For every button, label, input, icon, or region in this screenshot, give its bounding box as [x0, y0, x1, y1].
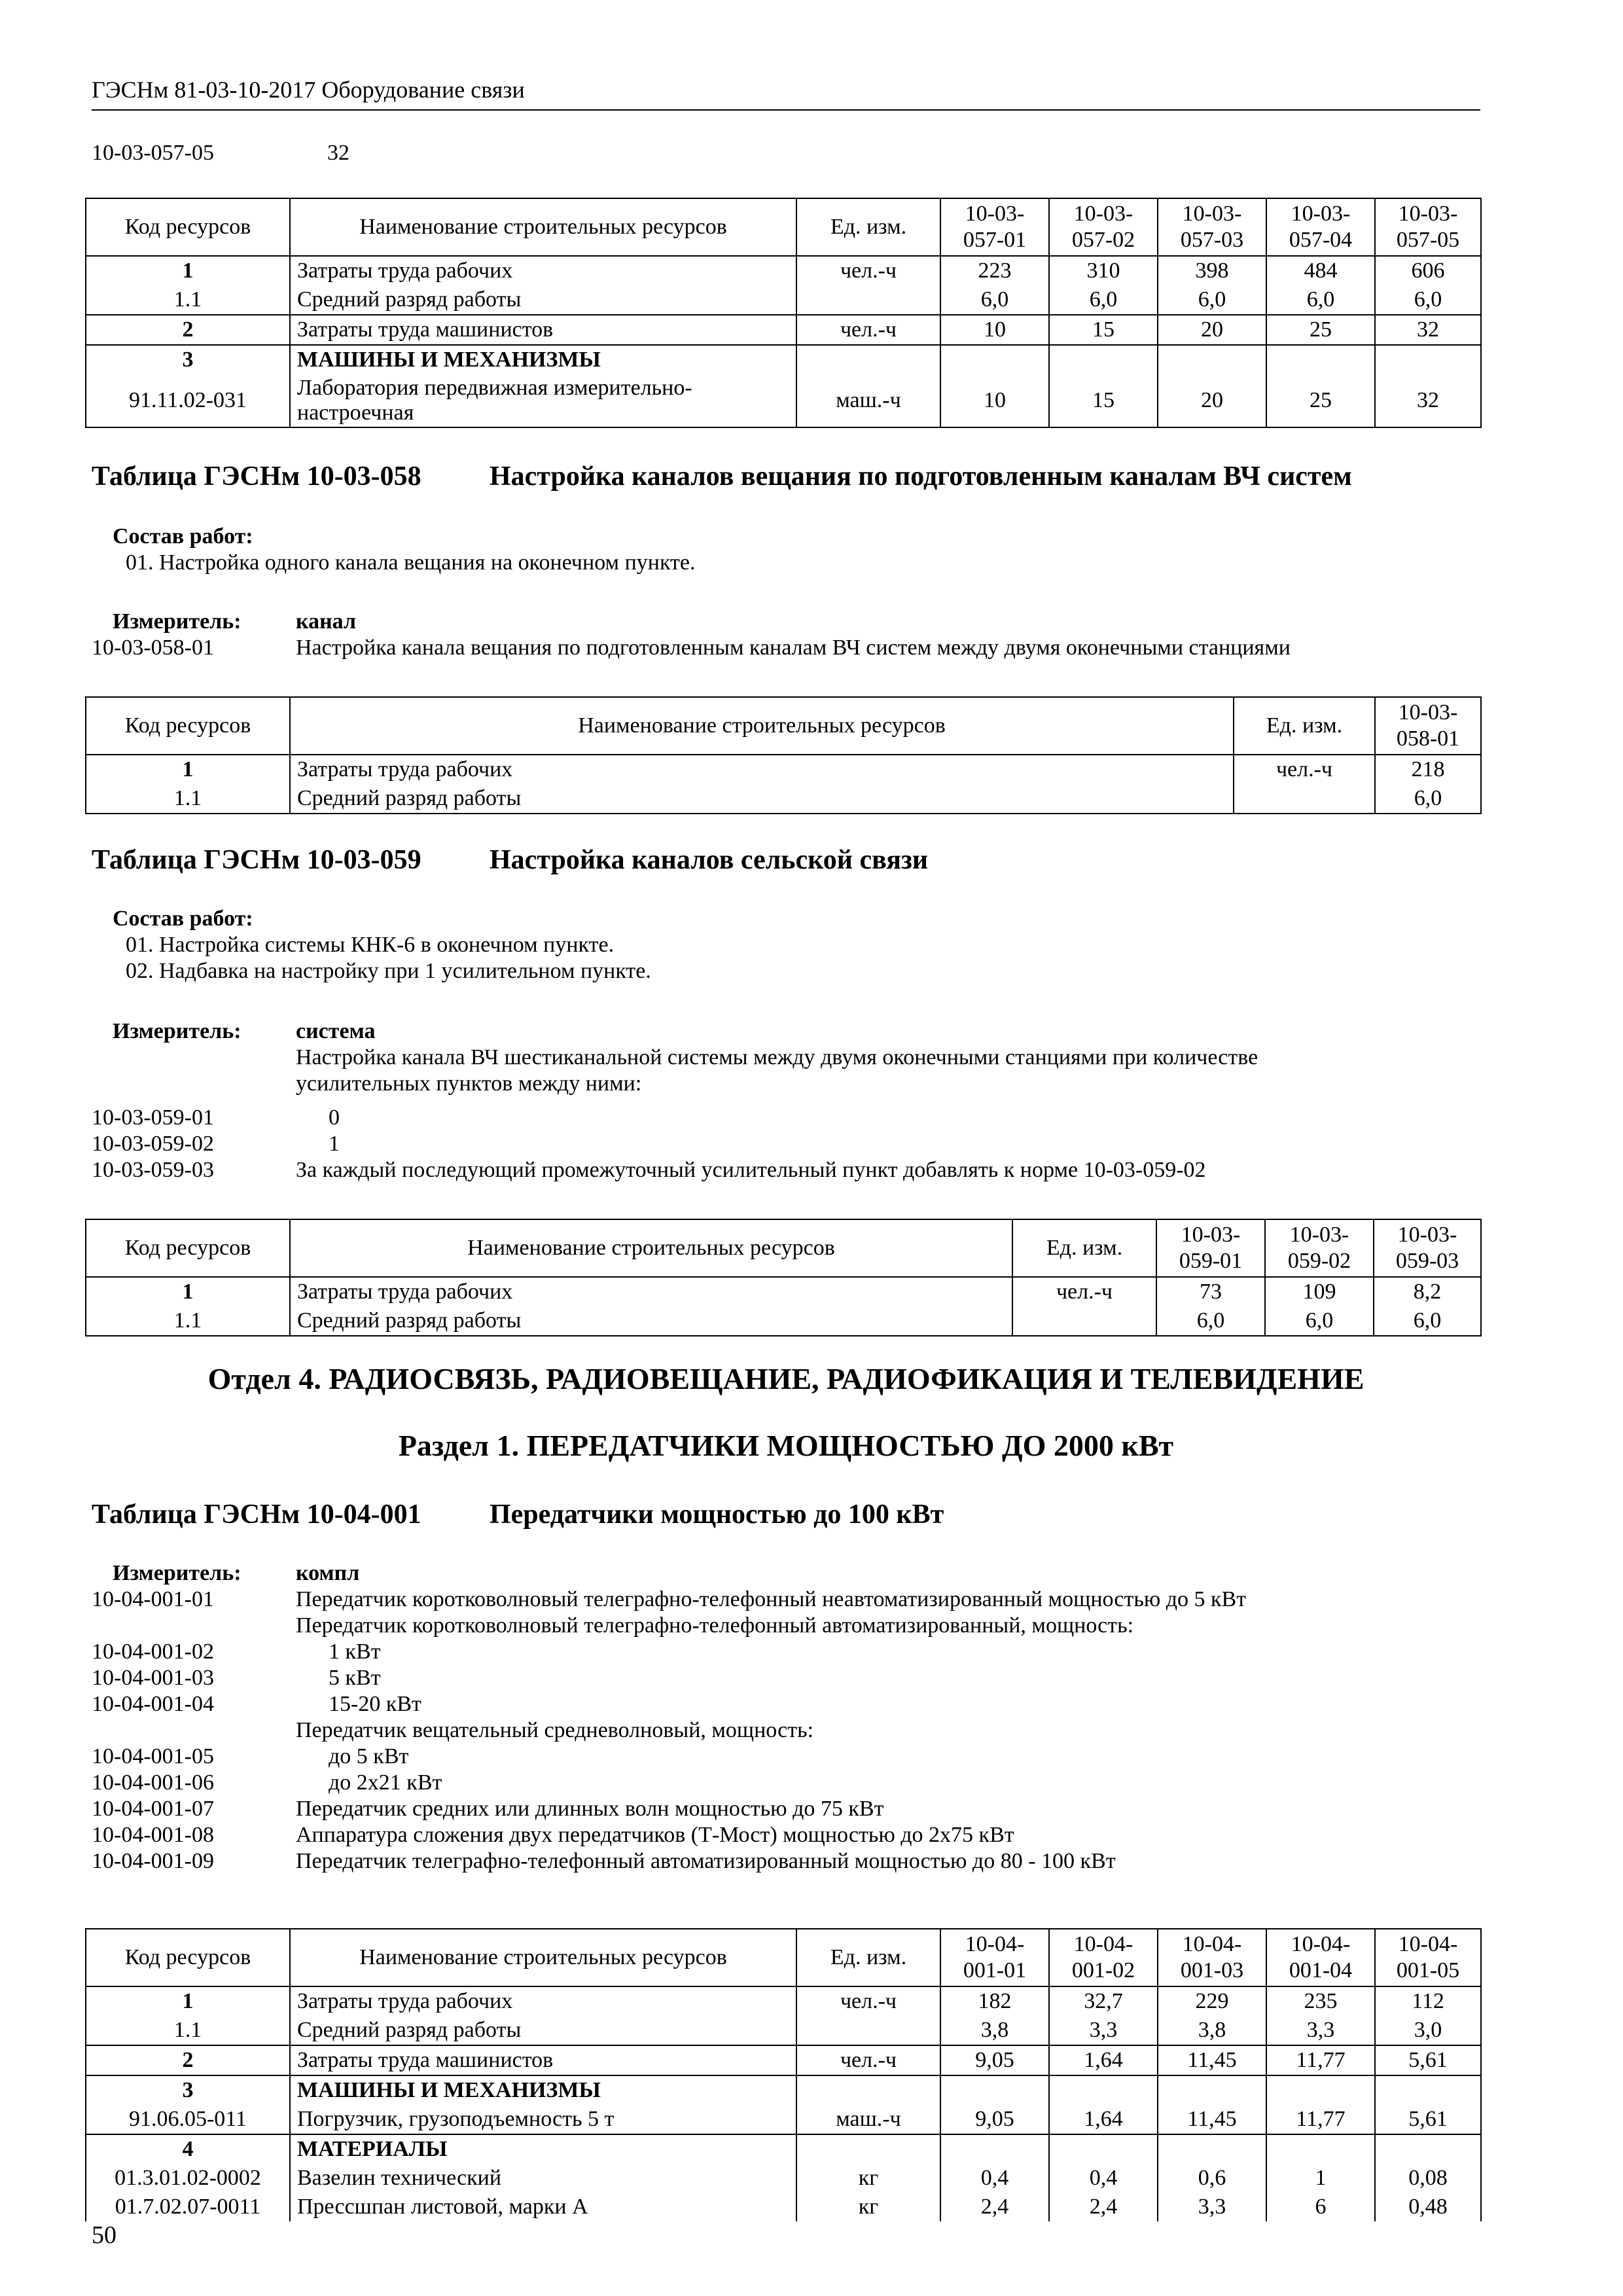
col-header-norm: 10-04- 001-05	[1375, 1929, 1481, 1986]
norm-description: Передатчик телеграфно-телефонный автоматизированный мощностью до 80 - 100 кВт	[296, 1849, 1116, 1873]
norm-code: 10-04-001-09	[92, 1849, 214, 1873]
resource-unit	[1234, 784, 1375, 814]
norm-value: 73	[1156, 1277, 1265, 1306]
norm-value	[1375, 2075, 1481, 2105]
norm-value: 32	[1375, 315, 1481, 345]
norm-value: 6,0	[1158, 285, 1266, 315]
norm-value: 5,61	[1375, 2045, 1481, 2075]
resource-unit: чел.-ч	[1234, 755, 1375, 784]
norm-value: 3,8	[940, 2016, 1049, 2045]
norm-value: 15	[1049, 315, 1158, 345]
resource-unit: маш.-ч	[796, 374, 940, 427]
resource-code: 1.1	[86, 1306, 290, 1336]
col-header-norm: 10-03- 059-02	[1265, 1219, 1374, 1277]
norm-description: Аппаратура сложения двух передатчиков (Т-Мост) мощностью до 2х75 кВт	[296, 1823, 1014, 1847]
table-row	[86, 345, 1481, 374]
norm-code: 10-04-001-03	[92, 1666, 214, 1690]
resource-unit	[1012, 1306, 1156, 1336]
resource-code: 1	[86, 755, 290, 784]
norm-value	[940, 2134, 1049, 2164]
col-header-code: Код ресурсов	[86, 198, 290, 256]
norm-value: 2,4	[1049, 2193, 1158, 2221]
norm-description: 0	[329, 1105, 340, 1130]
resource-name: Средний разряд работы	[290, 285, 796, 315]
norm-code: 10-04-001-08	[92, 1823, 214, 1847]
col-header-name: Наименование строительных ресурсов	[290, 198, 796, 256]
table-row	[86, 315, 1481, 345]
col-header-norm: 10-03- 057-01	[940, 198, 1049, 256]
resource-name: Средний разряд работы	[290, 784, 1234, 814]
table-row	[86, 374, 1481, 427]
norm-value: 3,3	[1266, 2016, 1375, 2045]
resource-code: 1.1	[86, 784, 290, 814]
col-header-name: Наименование строительных ресурсов	[290, 1929, 796, 1986]
norm-value: 10	[940, 315, 1049, 345]
norm-value: 20	[1158, 374, 1266, 427]
norm-description: Передатчик коротковолновый телеграфно-телефонный неавтоматизированный мощностью до 5 кВт	[296, 1587, 1247, 1611]
resource-code: 3	[86, 345, 290, 374]
norm-description: до 5 кВт	[329, 1744, 409, 1768]
norm-value: 3,0	[1375, 2016, 1481, 2045]
table-header-row	[86, 1219, 1481, 1277]
table-10-03-059	[85, 1219, 1482, 1336]
norm-value: 223	[940, 256, 1049, 285]
resource-name: Затраты труда машинистов	[290, 2045, 796, 2075]
norm-value: 15	[1049, 374, 1158, 427]
table-10-03-057	[85, 198, 1482, 428]
norm-group-description: Передатчик коротковолновый телеграфно-телефонный автоматизированный, мощность:	[296, 1613, 1134, 1638]
measure-label: Измеритель:	[113, 609, 241, 634]
norm-value: 484	[1266, 256, 1375, 285]
top-item-code: 10-03-057-05	[92, 141, 214, 165]
norm-value	[1158, 2075, 1266, 2105]
norm-value: 11,77	[1266, 2045, 1375, 2075]
table-10-03-058	[85, 696, 1482, 814]
col-header-norm: 10-03- 058-01	[1375, 697, 1481, 755]
resource-code: 2	[86, 2045, 290, 2075]
norm-value: 6,0	[1049, 285, 1158, 315]
col-header-name: Наименование строительных ресурсов	[290, 1219, 1012, 1277]
work-item: 01. Настройка одного канала вещания на оконечном пункте.	[126, 550, 696, 575]
norm-code: 10-03-059-01	[92, 1105, 214, 1130]
norm-value: 11,45	[1158, 2045, 1266, 2075]
norm-value: 6,0	[1156, 1306, 1265, 1336]
resource-name: Средний разряд работы	[290, 2016, 796, 2045]
resource-code: 1	[86, 1277, 290, 1306]
works-label: Состав работ:	[113, 524, 253, 548]
norm-value: 3,3	[1158, 2193, 1266, 2221]
col-header-norm: 10-04- 001-03	[1158, 1929, 1266, 1986]
col-header-norm: 10-03- 057-04	[1266, 198, 1375, 256]
col-header-unit: Ед. изм.	[1012, 1219, 1156, 1277]
top-item-value: 32	[327, 141, 349, 165]
work-item: 02. Надбавка на настройку при 1 усилительном пункте.	[126, 959, 651, 983]
resource-unit	[796, 2016, 940, 2045]
resource-unit: чел.-ч	[1012, 1277, 1156, 1306]
norm-value: 6,0	[1266, 285, 1375, 315]
norm-value: 235	[1266, 1986, 1375, 2016]
table-row	[86, 2134, 1481, 2164]
col-header-code: Код ресурсов	[86, 1219, 290, 1277]
table-row	[86, 755, 1481, 784]
norm-value	[1375, 345, 1481, 374]
norm-value: 8,2	[1374, 1277, 1481, 1306]
resource-unit: чел.-ч	[796, 256, 940, 285]
measure-unit: система	[296, 1019, 376, 1043]
norm-value: 606	[1375, 256, 1481, 285]
resource-code: 3	[86, 2075, 290, 2105]
table-header-row	[86, 1929, 1481, 1986]
norm-value	[1266, 2134, 1375, 2164]
works-label: Состав работ:	[113, 906, 253, 931]
table-row	[86, 285, 1481, 315]
norm-value: 2,4	[940, 2193, 1049, 2221]
norm-value: 3,8	[1158, 2016, 1266, 2045]
norm-code: 10-04-001-06	[92, 1770, 214, 1795]
norm-value: 25	[1266, 315, 1375, 345]
norm-value: 3,3	[1049, 2016, 1158, 2045]
norm-value	[940, 345, 1049, 374]
norm-description: Настройка канала вещания по подготовленным каналам ВЧ систем между двумя оконечными станциями	[296, 636, 1291, 660]
resource-unit: маш.-ч	[796, 2105, 940, 2134]
norm-value	[1266, 2075, 1375, 2105]
resource-unit: кг	[796, 2164, 940, 2193]
resource-name: Лаборатория передвижная измерительно- настроечная	[290, 374, 796, 427]
table-header-row	[86, 697, 1481, 755]
norm-value: 32,7	[1049, 1986, 1158, 2016]
norm-description: 5 кВт	[329, 1666, 381, 1690]
norm-value: 9,05	[940, 2045, 1049, 2075]
resource-name: Прессшпан листовой, марки А	[290, 2193, 796, 2221]
table-row	[86, 2045, 1481, 2075]
resource-code: 01.7.02.07-0011	[86, 2193, 290, 2221]
resource-unit	[796, 2075, 940, 2105]
col-header-name: Наименование строительных ресурсов	[290, 697, 1234, 755]
norm-value	[1049, 2134, 1158, 2164]
resource-unit	[796, 345, 940, 374]
table-row	[86, 2105, 1481, 2134]
measure-description: Настройка канала ВЧ шестиканальной системы между двумя оконечными станциями при количестве усилительных пунктов между ними:	[296, 1045, 1258, 1096]
norm-value: 32	[1375, 374, 1481, 427]
resource-name: Затраты труда рабочих	[290, 256, 796, 285]
resource-code: 91.06.05-011	[86, 2105, 290, 2134]
col-header-norm: 10-03- 057-05	[1375, 198, 1481, 256]
norm-value: 112	[1375, 1986, 1481, 2016]
norm-code: 10-04-001-01	[92, 1587, 214, 1611]
col-header-norm: 10-04- 001-04	[1266, 1929, 1375, 1986]
measure-unit: компл	[296, 1561, 360, 1585]
resource-code: 1.1	[86, 285, 290, 315]
table-header-row	[86, 198, 1481, 256]
col-header-unit: Ед. изм.	[796, 198, 940, 256]
norm-value: 0,4	[1049, 2164, 1158, 2193]
norm-code: 10-04-001-07	[92, 1797, 214, 1821]
resource-name: Погрузчик, грузоподъемность 5 т	[290, 2105, 796, 2134]
resource-name: Затраты труда рабочих	[290, 755, 1234, 784]
table-row	[86, 2193, 1481, 2221]
norm-value: 0,6	[1158, 2164, 1266, 2193]
table-title-code: Таблица ГЭСНм 10-03-059	[92, 845, 421, 875]
measure-label: Измеритель:	[113, 1019, 241, 1043]
resource-group-name: МАШИНЫ И МЕХАНИЗМЫ	[290, 2075, 796, 2105]
norm-value: 0,48	[1375, 2193, 1481, 2221]
norm-value: 25	[1266, 374, 1375, 427]
norm-value: 6	[1266, 2193, 1375, 2221]
norm-value: 229	[1158, 1986, 1266, 2016]
measure-label: Измеритель:	[113, 1561, 241, 1585]
norm-value: 6,0	[1374, 1306, 1481, 1336]
norm-value	[1049, 345, 1158, 374]
resource-unit: чел.-ч	[796, 315, 940, 345]
norm-value: 398	[1158, 256, 1266, 285]
table-row	[86, 2164, 1481, 2193]
resource-code: 4	[86, 2134, 290, 2164]
norm-value: 0,08	[1375, 2164, 1481, 2193]
resource-unit: чел.-ч	[796, 2045, 940, 2075]
part-title: Раздел 1. ПЕРЕДАТЧИКИ МОЩНОСТЬЮ ДО 2000 кВт	[398, 1429, 1174, 1462]
table-row	[86, 1277, 1481, 1306]
table-row	[86, 1306, 1481, 1336]
resource-unit: чел.-ч	[796, 1986, 940, 2016]
norm-value: 6,0	[1265, 1306, 1374, 1336]
norm-value: 9,05	[940, 2105, 1049, 2134]
resource-unit	[796, 2134, 940, 2164]
resource-code: 91.11.02-031	[86, 374, 290, 427]
norm-value: 1,64	[1049, 2045, 1158, 2075]
norm-description: Передатчик средних или длинных волн мощностью до 75 кВт	[296, 1797, 884, 1821]
header-rule	[92, 109, 1480, 111]
norm-value: 6,0	[1375, 285, 1481, 315]
table-row	[86, 2075, 1481, 2105]
table-row	[86, 1986, 1481, 2016]
norm-value: 20	[1158, 315, 1266, 345]
norm-value: 5,61	[1375, 2105, 1481, 2134]
page-header: ГЭСНм 81-03-10-2017 Оборудование связи	[92, 77, 525, 103]
department-title: Отдел 4. РАДИОСВЯЗЬ, РАДИОВЕЩАНИЕ, РАДИОФИКАЦИЯ И ТЕЛЕВИДЕНИЕ	[207, 1362, 1364, 1395]
table-title-text: Настройка каналов сельской связи	[490, 845, 929, 875]
norm-value: 0,4	[940, 2164, 1049, 2193]
resource-code: 1	[86, 256, 290, 285]
col-header-unit: Ед. изм.	[1234, 697, 1375, 755]
norm-code: 10-03-059-02	[92, 1132, 214, 1156]
table-10-04-001	[85, 1928, 1482, 2221]
norm-code: 10-03-059-03	[92, 1158, 214, 1182]
norm-value: 109	[1265, 1277, 1374, 1306]
norm-value: 182	[940, 1986, 1049, 2016]
norm-value	[1049, 2075, 1158, 2105]
norm-value	[940, 2075, 1049, 2105]
table-row	[86, 784, 1481, 814]
norm-value: 6,0	[940, 285, 1049, 315]
norm-value: 11,45	[1158, 2105, 1266, 2134]
table-title-text: Передатчики мощностью до 100 кВт	[490, 1499, 944, 1530]
resource-code: 01.3.01.02-0002	[86, 2164, 290, 2193]
col-header-code: Код ресурсов	[86, 1929, 290, 1986]
measure-unit: канал	[296, 609, 357, 634]
resource-name: Затраты труда рабочих	[290, 1986, 796, 2016]
norm-code: 10-04-001-04	[92, 1692, 214, 1716]
col-header-norm: 10-04- 001-01	[940, 1929, 1049, 1986]
table-row	[86, 256, 1481, 285]
col-header-code: Код ресурсов	[86, 697, 290, 755]
norm-value: 10	[940, 374, 1049, 427]
resource-name: Затраты труда машинистов	[290, 315, 796, 345]
col-header-norm: 10-03- 057-03	[1158, 198, 1266, 256]
norm-description: За каждый последующий промежуточный усилительный пункт добавлять к норме 10-03-059-02	[296, 1158, 1206, 1182]
norm-value	[1375, 2134, 1481, 2164]
norm-description: 1 кВт	[329, 1640, 381, 1664]
resource-code: 2	[86, 315, 290, 345]
resource-group-name: МАТЕРИАЛЫ	[290, 2134, 796, 2164]
resource-name: Затраты труда рабочих	[290, 1277, 1012, 1306]
norm-value: 1,64	[1049, 2105, 1158, 2134]
resource-unit	[796, 285, 940, 315]
norm-value: 6,0	[1375, 784, 1481, 814]
norm-description: 15-20 кВт	[329, 1692, 421, 1716]
table-title-code: Таблица ГЭСНм 10-04-001	[92, 1499, 421, 1530]
norm-code: 10-04-001-02	[92, 1640, 214, 1664]
norm-description: 1	[329, 1132, 340, 1156]
col-header-norm: 10-03- 057-02	[1049, 198, 1158, 256]
resource-group-name: МАШИНЫ И МЕХАНИЗМЫ	[290, 345, 796, 374]
table-row	[86, 2016, 1481, 2045]
table-title-text: Настройка каналов вещания по подготовленным каналам ВЧ систем	[490, 461, 1352, 492]
resource-code: 1.1	[86, 2016, 290, 2045]
resource-name: Средний разряд работы	[290, 1306, 1012, 1336]
norm-value	[1158, 2134, 1266, 2164]
col-header-unit: Ед. изм.	[796, 1929, 940, 1986]
resource-unit: кг	[796, 2193, 940, 2221]
norm-value: 1	[1266, 2164, 1375, 2193]
norm-description: до 2х21 кВт	[329, 1770, 442, 1795]
norm-value: 310	[1049, 256, 1158, 285]
resource-name: Вазелин технический	[290, 2164, 796, 2193]
page-number: 50	[92, 2221, 116, 2249]
table-title-code: Таблица ГЭСНм 10-03-058	[92, 461, 421, 492]
norm-value: 218	[1375, 755, 1481, 784]
norm-value	[1266, 345, 1375, 374]
work-item: 01. Настройка системы КНК-6 в оконечном пункте.	[126, 933, 615, 957]
norm-code: 10-03-058-01	[92, 636, 214, 660]
col-header-norm: 10-04- 001-02	[1049, 1929, 1158, 1986]
norm-value: 11,77	[1266, 2105, 1375, 2134]
norm-group-description: Передатчик вещательный средневолновый, мощность:	[296, 1718, 814, 1742]
resource-code: 1	[86, 1986, 290, 2016]
col-header-norm: 10-03- 059-03	[1374, 1219, 1481, 1277]
norm-value	[1158, 345, 1266, 374]
norm-code: 10-04-001-05	[92, 1744, 214, 1768]
col-header-norm: 10-03- 059-01	[1156, 1219, 1265, 1277]
